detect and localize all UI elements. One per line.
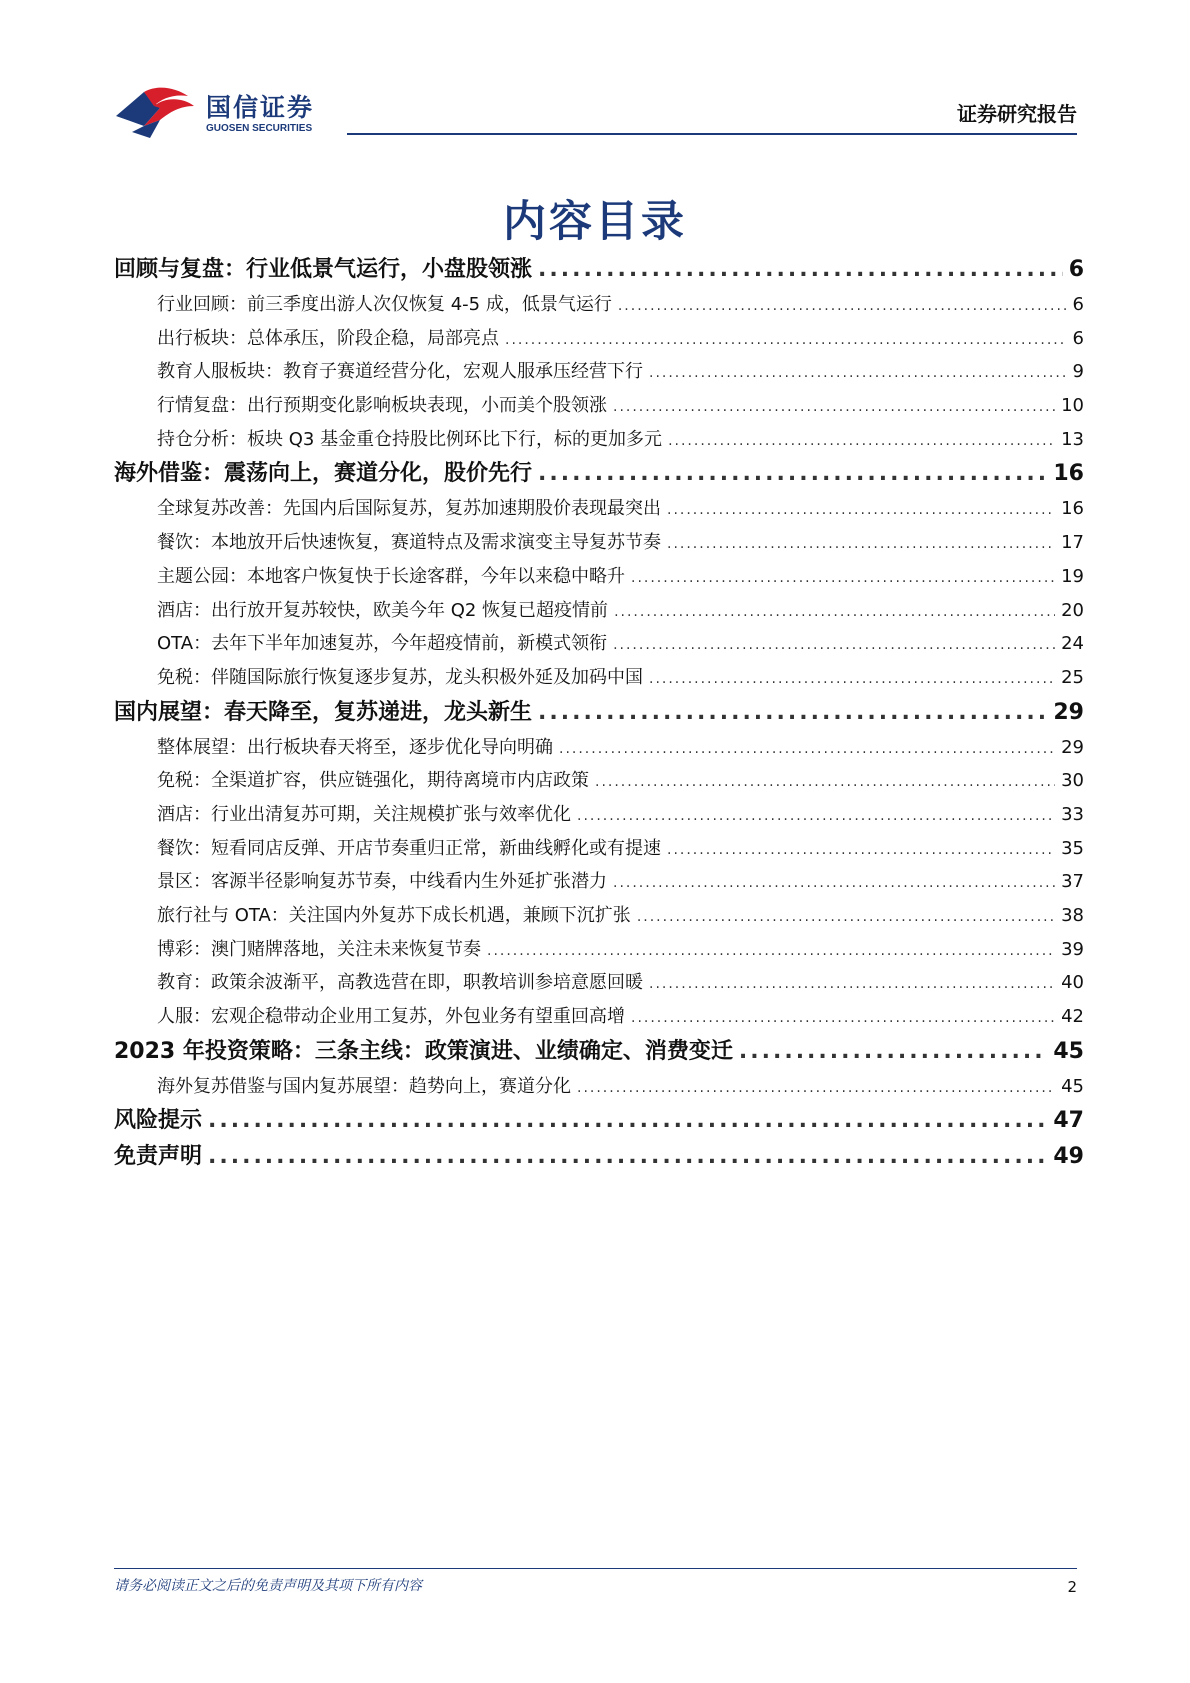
toc-entry-title: 海外复苏借鉴与国内复苏展望：趋势向上，赛道分化 [157,1075,571,1097]
toc-dot-leader [649,357,1067,391]
toc-dot-leader [538,456,1047,492]
logo-text-en: GUOSEN SECURITIES [206,123,313,134]
toc-entry-title: 博彩：澳门赌牌落地，关注未来恢复节奏 [157,938,481,960]
footer-disclaimer-note: 请务必阅读正文之后的免责声明及其项下所有内容 [114,1578,422,1594]
toc-subsection-link[interactable] [114,798,1084,832]
toc-entry-title: 行情复盘：出行预期变化影响板块表现，小而美个股领涨 [157,395,607,417]
toc-dot-leader [618,290,1067,324]
toc-dot-leader [208,1103,1047,1139]
toc-entry-page: 17 [1061,532,1084,554]
toc-entry-page: 35 [1061,837,1084,859]
header-divider [347,133,1077,135]
toc-entry-page: 47 [1053,1108,1084,1134]
toc-entry-page: 16 [1053,461,1084,487]
toc-subsection-link[interactable] [114,899,1084,933]
toc-subsection-link[interactable] [114,355,1084,389]
toc-entry-page: 39 [1061,938,1084,960]
toc-entry-page: 30 [1061,770,1084,792]
toc-subsection-link[interactable] [114,389,1084,423]
toc-entry-title: 免税：全渠道扩容，供应链强化，期待离境市内店政策 [157,770,589,792]
toc-dot-leader [631,1002,1055,1036]
toc-dot-leader [649,968,1055,1002]
toc-entry-page: 45 [1061,1075,1084,1097]
toc-entry-page: 38 [1061,905,1084,926]
toc-entry-title: 出行板块：总体承压，阶段企稳，局部亮点 [157,327,499,349]
toc-entry-page: 24 [1061,633,1084,655]
toc-dot-leader [613,629,1055,663]
toc-dot-leader [649,663,1055,697]
toc-subsection-link[interactable] [114,933,1084,967]
toc-entry-page: 29 [1061,736,1084,758]
toc-entry-title: 免税：伴随国际旅行恢复逐步复苏，龙头积极外延及加码中国 [157,666,643,688]
toc-dot-leader [637,901,1055,935]
toc-dot-leader [505,324,1067,358]
toc-entry-title: 全球复苏改善：先国内后国际复苏，复苏加速期股价表现最突出 [157,498,661,520]
toc-entry-title: 教育人服板块：教育子赛道经营分化，宏观人服承压经营下行 [157,361,643,383]
toc-dot-leader [595,766,1055,800]
toc-entry-title: 人服：宏观企稳带动企业用工复苏，外包业务有望重回高增 [157,1006,625,1028]
toc-entry-page: 33 [1061,803,1084,825]
toc-section-link[interactable] [114,1139,1084,1175]
toc-entry-title: 餐饮：短看同店反弹、开店节奏重归正常，新曲线孵化或有提速 [157,837,661,859]
toc-dot-leader [577,1072,1055,1106]
toc-entry-title: 酒店：出行放开复苏较快，欧美今年 Q2 恢复已超疫情前 [157,599,609,621]
toc-subsection-link[interactable] [114,764,1084,798]
toc-dot-leader [487,935,1055,969]
toc-section-link[interactable] [114,1034,1084,1070]
toc-entry-title: 餐饮：本地放开后快速恢复，赛道特点及需求演变主导复苏节奏 [157,532,661,554]
guosen-logo-icon [114,86,200,140]
toc-entry-page: 16 [1061,498,1084,520]
toc-subsection-link[interactable] [114,731,1084,765]
toc-section-link[interactable] [114,695,1084,731]
toc-entry-page: 10 [1061,395,1084,417]
toc-entry-title: 景区：客源半径影响复苏节奏，中线看内生外延扩张潜力 [157,871,607,893]
toc-entry-page: 20 [1061,599,1084,621]
toc-entry-page: 37 [1061,871,1084,893]
toc-dot-leader [668,425,1055,459]
toc-entry-page: 45 [1053,1038,1084,1064]
toc-entry-title: 旅行社与 OTA：关注国内外复苏下成长机遇，兼顾下沉扩张 [157,905,631,926]
toc-dot-leader [559,733,1055,767]
toc-entry-page: 9 [1072,361,1084,383]
toc-entry-page: 29 [1053,699,1084,725]
toc-subsection-link[interactable] [114,1000,1084,1034]
toc-entry-title: 主题公园：本地客户恢复快于长途客群，今年以来稳中略升 [157,565,625,587]
toc-entry-page: 6 [1068,257,1084,282]
toc-entry-title: OTA：去年下半年加速复苏，今年超疫情前，新模式领衔 [157,633,608,655]
toc-dot-leader [577,800,1055,834]
table-of-contents [114,252,1084,1175]
toc-entry-page: 6 [1072,294,1084,315]
toc-dot-leader [667,494,1055,528]
toc-subsection-link[interactable] [114,423,1084,457]
toc-title: 内容目录 [503,197,687,247]
page-number: 2 [1067,1578,1077,1596]
toc-subsection-link[interactable] [114,322,1084,356]
toc-entry-title: 2023 年投资策略：三条主线：政策演进、业绩确定、消费变迁 [114,1038,733,1064]
toc-entry-page: 6 [1072,327,1084,349]
logo-text-cn: 国信证券 [206,93,315,122]
toc-section-link[interactable] [114,456,1084,492]
toc-subsection-link[interactable] [114,288,1084,322]
toc-entry-page: 40 [1061,972,1084,994]
toc-entry-title: 酒店：行业出清复苏可期，关注规模扩张与效率优化 [157,803,571,825]
toc-dot-leader [538,695,1047,731]
footer-divider [114,1568,1077,1569]
toc-subsection-link[interactable] [114,865,1084,899]
page-header [114,80,1077,140]
toc-subsection-link[interactable] [114,661,1084,695]
toc-subsection-link[interactable] [114,526,1084,560]
toc-subsection-link[interactable] [114,627,1084,661]
toc-entry-title: 海外借鉴：震荡向上，赛道分化，股价先行 [114,461,533,487]
toc-entry-page: 49 [1053,1144,1084,1170]
toc-entry-title: 持仓分析：板块 Q3 基金重仓持股比例环比下行，标的更加多元 [157,428,663,450]
toc-entry-page: 13 [1061,428,1084,450]
toc-section-link[interactable] [114,1103,1084,1139]
toc-entry-page: 25 [1061,666,1084,688]
toc-entry-title: 国内展望：春天降至，复苏递进，龙头新生 [114,699,533,725]
toc-dot-leader [613,867,1055,901]
toc-subsection-link[interactable] [114,594,1084,628]
toc-dot-leader [613,391,1055,425]
toc-subsection-link[interactable] [114,560,1084,594]
toc-dot-leader [667,834,1055,868]
toc-dot-leader [631,562,1055,596]
toc-dot-leader [614,596,1055,630]
toc-entry-title: 免责声明 [114,1144,203,1170]
toc-dot-leader [739,1034,1047,1070]
toc-subsection-link[interactable] [114,966,1084,1000]
toc-dot-leader [538,252,1063,288]
toc-dot-leader [208,1139,1047,1175]
toc-entry-title: 教育：政策余波渐平，高教选营在即，职教培训参培意愿回暖 [157,972,643,994]
toc-entry-title: 风险提示 [114,1108,203,1134]
toc-entry-title: 行业回顾：前三季度出游人次仅恢复 4-5 成，低景气运行 [157,294,612,315]
toc-entry-title: 整体展望：出行板块春天将至，逐步优化导向明确 [157,736,553,758]
toc-dot-leader [667,528,1055,562]
toc-subsection-link[interactable] [114,492,1084,526]
report-type-label: 证券研究报告 [957,102,1077,126]
toc-entry-page: 42 [1061,1006,1084,1028]
toc-subsection-link[interactable] [114,1070,1084,1104]
toc-entry-page: 19 [1061,565,1084,587]
guosen-logo [114,86,324,140]
toc-subsection-link[interactable] [114,832,1084,866]
toc-entry-title: 回顾与复盘：行业低景气运行，小盘股领涨 [114,257,533,282]
toc-section-link[interactable] [114,252,1084,288]
